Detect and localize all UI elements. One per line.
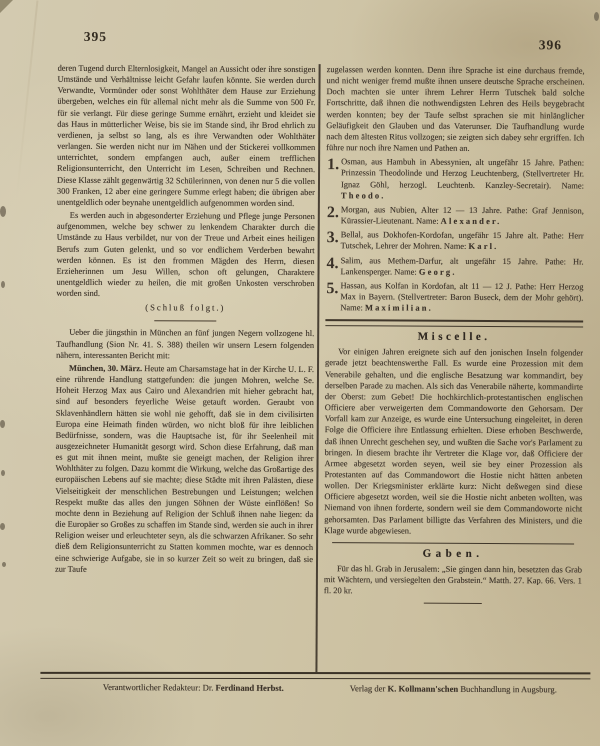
- paragraph-gaben: Für das hl. Grab in Jerusalem: „Sie gingen dann hin, besetzten das Grab mit Wächtern, und versiegelten den Grabstein.“ Matth. 27. Kap. 66. Vers. 1 fl. 20 kr.: [323, 563, 583, 596]
- list-item-body: Osman, aus Hambuh in Abessynien, alt ungefähr 15 Jahre. Pathen: Prinzessin Theodolinde und Herzog Leuchtenberg, (Stellvertreter Hr. Ignaz Göhl, herzogl. Leuchtenb. Kanzley-Secretair). Name:: [340, 156, 585, 191]
- footer-publisher-name: K. Kollmann'schen: [387, 683, 459, 694]
- paragraph-special-education: Es werden auch in abgesonderter Erziehung und Pflege junge Personen aufgenommen, welche bey schwer zu lenkendem Charakter durch die Umstände zu Haus verbildet, nur von der Treue und Arbeit eines heiligen Berufs zum Guten gelenkt, und so vor endlichem Verderben bewahrt werden können. Es ist den frommen Mägden des Herrn, diesen Erzieherinnen um Jesu Willen, schon oft gelungen, Charaktere unentgeldlich wieder zu heilen, die mit großen Unkosten verschroben worden sind.: [56, 209, 315, 299]
- footer-editor: [78, 682, 308, 693]
- miscelle-heading: Miscelle.: [417, 330, 491, 344]
- list-number: 3.: [326, 229, 339, 247]
- report-body: Heute am Charsamstage hat in der Kirche U. L. F. eine rührende Handlung stattgefunden: die jungen Mohren, welche Se. Hoheit Herzog Max aus Cairo und Alexandrien mit hieher gebracht hat, sind auf besonders feyerliche Weise getauft worden. Geraubt von Sklavenhändlern hätten sie wohl nie gehofft, daß sie in dem civilisirten Europa eine Heimath finden würden, wo nicht bloß für ihre leiblichen Bedürfnisse, sondern, was die Hauptsache ist, für ihr Seelenheil mit ausgezeichneter Humanität gesorgt wird. Schon diese Erfahrung, daß man es gut mit ihnen meint, mußte sie geneigt machen, der Religion ihrer Wohlthäter zu folgen. Dazu kommt die Wirkung, welche das Großartige des europäischen Lebens auf sie machte; diese Städte mit ihren Palästen, diese Vielseitigkeit der menschlichen Bestrebungen und Leistungen; welchen Respekt mußte das alles den jungen Söhnen der Wüste einflößen! So mochte denn in Beziehung auf Religion der Schluß ihnen nahe liegen: da die Europäer so Großes zu schaffen im Stande sind, werden sie auch in ihrer Religion weiser und erleuchteter seyn, als die schwarzen Afrikaner. So sehr dieß dem Religionsunterricht zu Statten kommen mochte, war es dennoch eine schwierige Aufgabe, sie in so kurzer Zeit so weit zu bringen, daß sie zur Taufe: [54, 363, 315, 574]
- list-item-body: Salim, aus Methem-Darfur, alt ungefähr 15 Jahre. Pathe: Hr. Lankensperger. Name:: [340, 254, 584, 277]
- footer-editor-label: Verantwortlicher Redakteur: Dr.: [102, 681, 216, 693]
- list-number: 5.: [326, 279, 339, 298]
- list-item-body: Hassan, aus Kolfan in Kordofan, alt 11 — 12 J. Pathe: Herr Herzog Max in Bayern. (Stellvertreter: Baron Buseck, dem der Mohr gehört). Name:: [340, 280, 584, 313]
- page-number-left: 395: [83, 28, 108, 44]
- footer-editor-name: Ferdinand Herbst.: [215, 682, 284, 693]
- to-be-continued-note: (Schluß folgt.): [145, 302, 226, 313]
- paragraph-miscelle: Vor einigen Jahren ereignete sich auf den jonischen Inseln folgender gerade jetzt beachtenswerthe Fall. Es wurde eine Prozession mit dem Venerabile gehalten, und die englische Besatzung war kommandirt, bey derselben Parade zu machen. Als sich das Venerabile näherte, kommandirte der Oberst: zum Gebet! Die hochkirchlich-protestantischen englischen Officiere aber verweigerten dem Commandoworte den Gehorsam. Der Vorfall kam zur Anzeige, es wurde eine Untersuchung eingeleitet, in deren Folge die Officiere ihre Entlassung erhielten. Diese erhoben Beschwerde, daß ihnen Unrecht geschehen sey, und wußten die Sache vor's Parlament zu bringen. In diesem brachte ihr Vertreter die Klage vor, daß Officiere der Armee abgesetzt worden seyen, weil sie bey einer Prozession als Protestanten auf das Commandowort die Hostie nicht hätten anbeten wollen. Der Kriegsminister erklärte kurz: Nicht deßwegen sind diese Officiere abgesetzt worden, weil sie die Hostie nicht anbeten wollten, was Niemand von ihnen forderte, sondern weil sie dem Commandoworte nicht gehorsamten. Das Parlament billigte das Verfahren des Ministers, und die Klage wurde abgewiesen.: [324, 346, 584, 536]
- baptismal-name: Georg.: [418, 266, 457, 277]
- dateline: München, 30. März.: [68, 362, 143, 374]
- miscelle-divider-rule: [325, 319, 583, 327]
- baptism-list-item: [326, 229, 584, 253]
- list-number: 1.: [327, 156, 340, 174]
- baptismal-name: Alexander.: [440, 215, 502, 227]
- page-number-right: 396: [538, 37, 563, 53]
- paragraph-baptism-continuation: zugelassen werden konnten. Denn ihre Sprache ist eine durchaus fremde, und nicht weniger fremd mußte ihnen unsere deutsche Sprache erscheinen. Doch machten sie unter ihrem Lehrer Herrn Tutschek bald solche Fortschritte, daß ihnen die nothwendigsten Lehren des Heils beygebracht werden konnten; bey der Taufe selbst sprachen sie mit hinlänglicher Geläufigkeit den Glauben und das Vaterunser. Die Taufhandlung wurde nach dem ältesten Ritus vollzogen; sie zeigten sich dabey sehr ergriffen. Ich führe nur noch ihre Namen und Pathen an.: [326, 64, 585, 153]
- gaben-heading: Gaben.: [422, 547, 484, 560]
- baptism-list-item: [326, 255, 584, 279]
- footer-double-rule: [40, 672, 590, 679]
- footer-publisher-post: Buchhandlung in Augsburg.: [458, 683, 557, 695]
- section-divider-rule: [154, 321, 216, 322]
- list-number: 2.: [326, 204, 339, 222]
- footer-publisher-pre: Verlag der: [349, 683, 388, 694]
- baptism-list-item: [325, 280, 583, 315]
- baptism-list-item: [326, 156, 584, 202]
- baptismal-name: Karl.: [468, 241, 499, 252]
- footer-publisher: [328, 683, 578, 694]
- baptism-list-item: [326, 204, 584, 228]
- left-column: [54, 63, 315, 672]
- list-number: 4.: [326, 254, 339, 272]
- column-divider-rule: [315, 64, 320, 672]
- paragraph-munich-report: [55, 363, 314, 576]
- baptismal-name: Theodo.: [340, 189, 386, 201]
- gaben-divider-rule: [332, 542, 574, 544]
- list-item-body: Bellal, aus Dokhofen-Kordofan, ungefähr 15 Jahre alt. Pathe: Herr Tutschek, Lehrer der Mohren. Name:: [340, 229, 584, 252]
- right-column: [323, 64, 584, 673]
- paragraph-munich-intro: Ueber die jüngsthin in München an fünf jungen Negern vollzogene hl. Taufhandlung (Sion Nr. 41. S. 388) theilen wir unsern Lesern folgenden nähern, interessanten Bericht mit:: [56, 327, 315, 361]
- paragraph-continuation-girls-home: deren Tugend durch Elternlosigkeit, Mangel an Aussicht oder ihre sonstigen Umstände und Verhältnisse leicht Gefahr laufen könnte. Sie werden durch Verwandte, Vormünder oder sonst Wohlthäter dem Hause zur Erziehung übergeben, welches ein für allemal nicht mehr als die Summe von 500 Fr. für sie verlangt. Für diese geringe Summe ernährt, erzieht und kleidet sie das Haus in mütterlicher Weise, bis sie im Stande sind, ihr Brod ehrlich zu verdienen, ja selbst so lang, als es ihre Verwandten oder Wohlthäter verlangen. Sie werden nicht nur im Nähen und der Stickerei vollkommen unterrichtet, sondern empfangen auch, außer einem trefflichen Religionsunterricht, den Unterricht im Lesen, Schreiben und Rechnen. Diese Klasse zählt gegenwärtig 32 Schülerinnen, von denen nur 5 die vollen 300 Franken, 12 aber eine geringere Summe erlegt haben; die übrigen aber unentgeldlich oder beynahe unentgeldlich aufgenommen worden sind.: [56, 62, 316, 208]
- baptismal-name: Maximilian.: [364, 302, 434, 313]
- gaben-end-rule: [424, 603, 482, 604]
- list-item-body: Morgan, aus Nubien, Alter 12 — 13 Jahre. Pathe: Graf Jennison, Kürassier-Lieutenant. Name:: [340, 204, 584, 226]
